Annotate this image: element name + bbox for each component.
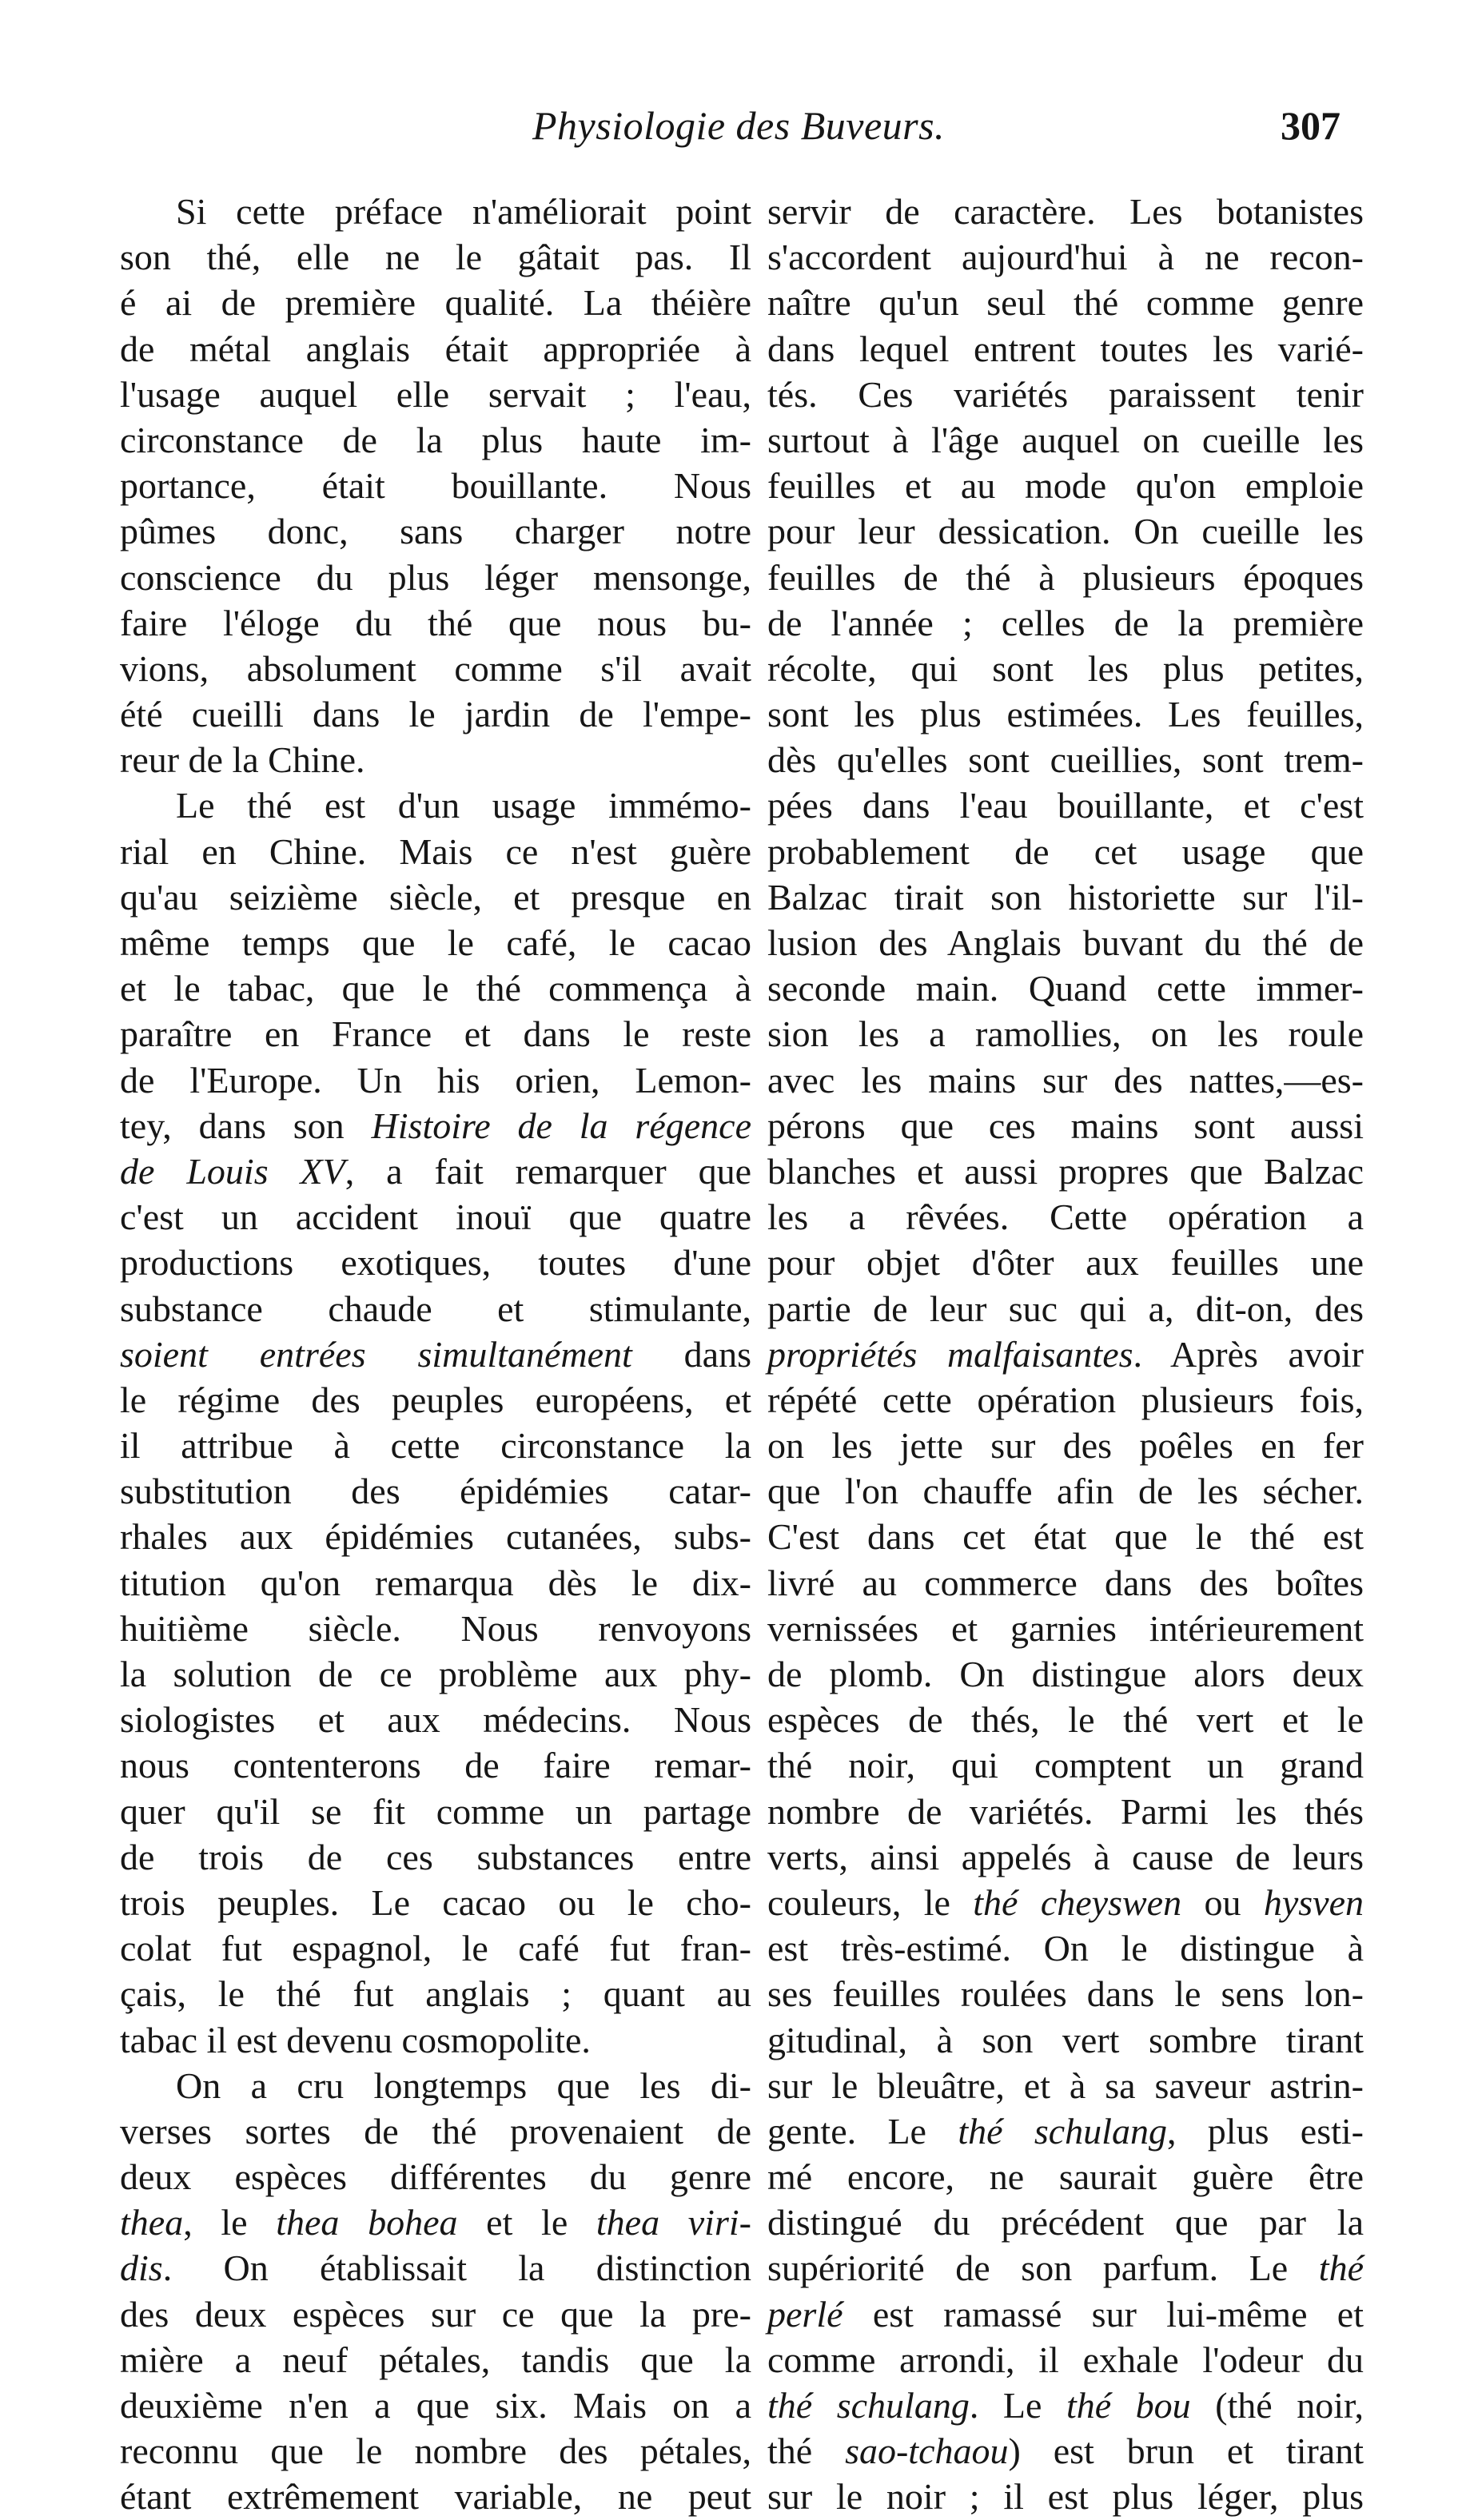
- text-line: deuxième n'en a que six. Mais on a: [120, 2385, 751, 2426]
- text-line: thé noir, qui comptent un grand: [767, 1745, 1364, 1786]
- text-line: portance, était bouillante. Nous: [120, 465, 751, 507]
- italic-segment: thea: [120, 2202, 184, 2243]
- text-line: [120, 1332, 751, 1377]
- text-line: sion les a ramollies, on les roule: [767, 1013, 1364, 1055]
- right-text-column: [767, 189, 1364, 2520]
- text-line: pour objet d'ôter aux feuilles une: [767, 1242, 1364, 1284]
- text-line: lusion des Anglais buvant du thé de: [767, 922, 1364, 963]
- text-line: é ai de première qualité. La théière: [120, 282, 751, 324]
- text-line: faire l'éloge du thé que nous bu-: [120, 602, 751, 643]
- text-line: naître qu'un seul thé comme genre: [767, 282, 1364, 324]
- italic-segment: thea bohea: [276, 2202, 458, 2243]
- text-line: reur de la Chine.: [120, 739, 365, 781]
- text-line: rial en Chine. Mais ce n'est guère: [120, 830, 751, 872]
- italic-segment: sao-tchaou: [845, 2430, 1009, 2472]
- text-line: distingué du précédent que par la: [767, 2202, 1364, 2243]
- text-line: mière a neuf pétales, tandis que la: [120, 2339, 751, 2380]
- text-line: gitudinal, à son vert sombre tirant: [767, 2019, 1364, 2060]
- text-line: verses sortes de thé provenaient de: [120, 2110, 751, 2152]
- text-line: [767, 1332, 1364, 1377]
- text-line: titution qu'on remarqua dès le dix-: [120, 1562, 751, 1603]
- text-line: çais, le thé fut anglais ; quant au: [120, 1973, 751, 2015]
- text-line: est très-estimé. On le distingue à: [767, 1928, 1364, 1969]
- text-line: la solution de ce problème aux phy-: [120, 1654, 751, 1694]
- text-segment: thé: [767, 2430, 846, 2472]
- left-text-column: [120, 189, 751, 2520]
- text-line: dans lequel entrent toutes les varié-: [767, 328, 1364, 369]
- text-line: pûmes donc, sans charger notre: [120, 511, 751, 552]
- page-header: [0, 102, 1462, 166]
- text-line: [767, 2291, 1364, 2337]
- text-line: feuilles et au mode qu'on emploie: [767, 465, 1364, 507]
- text-line: étant extrêmement variable, ne peut: [120, 2476, 751, 2518]
- text-line: tés. Ces variétés paraissent tenir: [767, 373, 1364, 415]
- text-segment: dans: [631, 1333, 751, 1375]
- italic-segment: thea viri-: [596, 2202, 751, 2243]
- text-line: C'est dans cet état que le thé est: [767, 1516, 1364, 1558]
- text-line: partie de leur suc qui a, dit-on, des: [767, 1288, 1364, 1329]
- text-line: de l'année ; celles de la première: [767, 602, 1364, 643]
- text-segment: ou: [1181, 1881, 1264, 1923]
- text-line: [120, 1103, 751, 1149]
- text-line: des deux espèces sur ce que la pre-: [120, 2293, 751, 2335]
- text-line: l'usage auquel elle servait ; l'eau,: [120, 373, 751, 415]
- text-line: vions, absolument comme s'il avait: [120, 647, 751, 689]
- text-line: livré au commerce dans des boîtes: [767, 1562, 1364, 1603]
- text-line: On a cru longtemps que les di-: [176, 2064, 751, 2106]
- italic-segment: hysven: [1263, 1881, 1364, 1923]
- text-line: tabac il est devenu cosmopolite.: [120, 2019, 591, 2060]
- text-line: servir de caractère. Les botanistes: [767, 191, 1364, 232]
- text-segment: et le: [457, 2202, 596, 2243]
- text-segment: , plus esti-: [1166, 2110, 1364, 2152]
- italic-segment: propriétés malfaisantes: [767, 1333, 1133, 1375]
- text-line: [767, 2108, 1364, 2154]
- text-line: pérons que ces mains sont aussi: [767, 1105, 1364, 1146]
- text-line: conscience du plus léger mensonge,: [120, 556, 751, 598]
- text-line: [120, 2245, 751, 2291]
- text-line: on les jette sur des poêles en fer: [767, 1425, 1364, 1467]
- text-line: trois peuples. Le cacao ou le cho-: [120, 1881, 751, 1923]
- text-line: pour leur dessication. On cueille les: [767, 511, 1364, 552]
- text-segment: , a fait remarquer que: [345, 1150, 751, 1192]
- text-line: avec les mains sur des nattes,—es-: [767, 1059, 1364, 1101]
- text-line: sur le noir ; il est plus léger, plus: [767, 2476, 1364, 2518]
- italic-segment: thé: [1318, 2247, 1364, 2289]
- text-line: vernissées et garnies intérieurement: [767, 1607, 1364, 1649]
- text-line: de l'Europe. Un his orien, Lemon-: [120, 1059, 751, 1101]
- text-line: dès qu'elles sont cueillies, sont trem-: [767, 739, 1364, 781]
- text-line: sont les plus estimées. Les feuilles,: [767, 694, 1364, 735]
- text-line: productions exotiques, toutes d'une: [120, 1242, 751, 1284]
- italic-segment: thé cheyswen: [973, 1881, 1182, 1923]
- text-line: nous contenterons de faire remar-: [120, 1745, 751, 1786]
- text-segment: couleurs, le: [767, 1881, 974, 1923]
- text-line: de plomb. On distingue alors deux: [767, 1654, 1364, 1694]
- text-segment: , le: [183, 2202, 277, 2243]
- italic-segment: Histoire de la régence: [371, 1105, 751, 1146]
- text-line: probablement de cet usage que: [767, 830, 1364, 872]
- text-line: [120, 1149, 751, 1194]
- text-segment: gente. Le: [767, 2110, 958, 2152]
- italic-segment: de Louis XV: [120, 1150, 345, 1192]
- text-line: rhales aux épidémies cutanées, subs-: [120, 1516, 751, 1558]
- italic-segment: thé schulang: [958, 2110, 1167, 2152]
- text-line: répété cette opération plusieurs fois,: [767, 1379, 1364, 1420]
- italic-segment: thé schulang: [767, 2385, 970, 2426]
- italic-segment: soient entrées simultanément: [120, 1333, 632, 1375]
- text-line: reconnu que le nombre des pétales,: [120, 2430, 751, 2472]
- text-line: blanches et aussi propres que Balzac: [767, 1150, 1364, 1192]
- text-segment: est ramassé sur lui-même et: [843, 2293, 1364, 2335]
- text-line: Balzac tirait son historiette sur l'il-: [767, 876, 1364, 918]
- text-line: substance chaude et stimulante,: [120, 1288, 751, 1329]
- text-line: verts, ainsi appelés à cause de leurs: [767, 1836, 1364, 1877]
- text-line: siologistes et aux médecins. Nous: [120, 1699, 751, 1741]
- text-line: de métal anglais était appropriée à: [120, 328, 751, 369]
- text-line: sur le bleuâtre, et à sa saveur astrin-: [767, 2064, 1364, 2106]
- text-line: seconde main. Quand cette immer-: [767, 968, 1364, 1009]
- text-segment: tey, dans son: [120, 1105, 372, 1146]
- text-line: feuilles de thé à plusieurs époques: [767, 556, 1364, 598]
- text-line: [767, 1880, 1364, 1925]
- text-line: été cueilli dans le jardin de l'empe-: [120, 694, 751, 735]
- text-line: Si cette préface n'améliorait point: [176, 191, 751, 232]
- text-line: le régime des peuples européens, et: [120, 1379, 751, 1420]
- text-line: huitième siècle. Nous renvoyons: [120, 1607, 751, 1649]
- text-line: [767, 2428, 1364, 2474]
- page-number: 307: [1281, 103, 1340, 148]
- text-line: qu'au seizième siècle, et presque en: [120, 876, 751, 918]
- text-line: comme arrondi, il exhale l'odeur du: [767, 2339, 1364, 2380]
- text-line: nombre de variétés. Parmi les thés: [767, 1790, 1364, 1832]
- text-line: son thé, elle ne le gâtait pas. Il: [120, 237, 751, 278]
- text-line: c'est un accident inouï que quatre: [120, 1196, 751, 1238]
- text-line: il attribue à cette circonstance la: [120, 1425, 751, 1467]
- text-line: espèces de thés, le thé vert et le: [767, 1699, 1364, 1741]
- text-line: surtout à l'âge auquel on cueille les: [767, 419, 1364, 460]
- text-line: pées dans l'eau bouillante, et c'est: [767, 785, 1364, 826]
- italic-segment: perlé: [767, 2293, 843, 2335]
- text-line: que l'on chauffe afin de les sécher.: [767, 1471, 1364, 1512]
- italic-segment: dis: [120, 2247, 163, 2289]
- text-segment: . Le: [969, 2385, 1066, 2426]
- text-segment: (thé noir,: [1190, 2385, 1364, 2426]
- text-line: colat fut espagnol, le café fut fran-: [120, 1928, 751, 1969]
- text-line: récolte, qui sont les plus petites,: [767, 647, 1364, 689]
- text-line: les a rêvées. Cette opération a: [767, 1196, 1364, 1238]
- text-line: de trois de ces substances entre: [120, 1836, 751, 1877]
- text-line: ses feuilles roulées dans le sens lon-: [767, 1973, 1364, 2015]
- text-line: deux espèces différentes du genre: [120, 2156, 751, 2198]
- text-line: et le tabac, que le thé commença à: [120, 968, 751, 1009]
- running-title: Physiologie des Buveurs.: [532, 103, 946, 148]
- text-segment: . On établissait la distinction: [162, 2247, 751, 2289]
- text-line: mé encore, ne saurait guère être: [767, 2156, 1364, 2198]
- text-line: [767, 2245, 1364, 2291]
- text-line: paraître en France et dans le reste: [120, 1013, 751, 1055]
- text-segment: ) est brun et tirant: [1008, 2430, 1364, 2472]
- text-line: Le thé est d'un usage immémo-: [176, 785, 751, 826]
- text-segment: . Après avoir: [1133, 1333, 1364, 1375]
- text-line: [120, 2200, 751, 2245]
- text-line: s'accordent aujourd'hui à ne recon-: [767, 237, 1364, 278]
- text-segment: supériorité de son parfum. Le: [767, 2247, 1319, 2289]
- text-line: circonstance de la plus haute im-: [120, 419, 751, 460]
- italic-segment: thé bou: [1066, 2385, 1191, 2426]
- text-line: quer qu'il se fit comme un partage: [120, 1790, 751, 1832]
- text-line: substitution des épidémies catar-: [120, 1471, 751, 1512]
- text-line: même temps que le café, le cacao: [120, 922, 751, 963]
- text-line: [767, 2383, 1364, 2428]
